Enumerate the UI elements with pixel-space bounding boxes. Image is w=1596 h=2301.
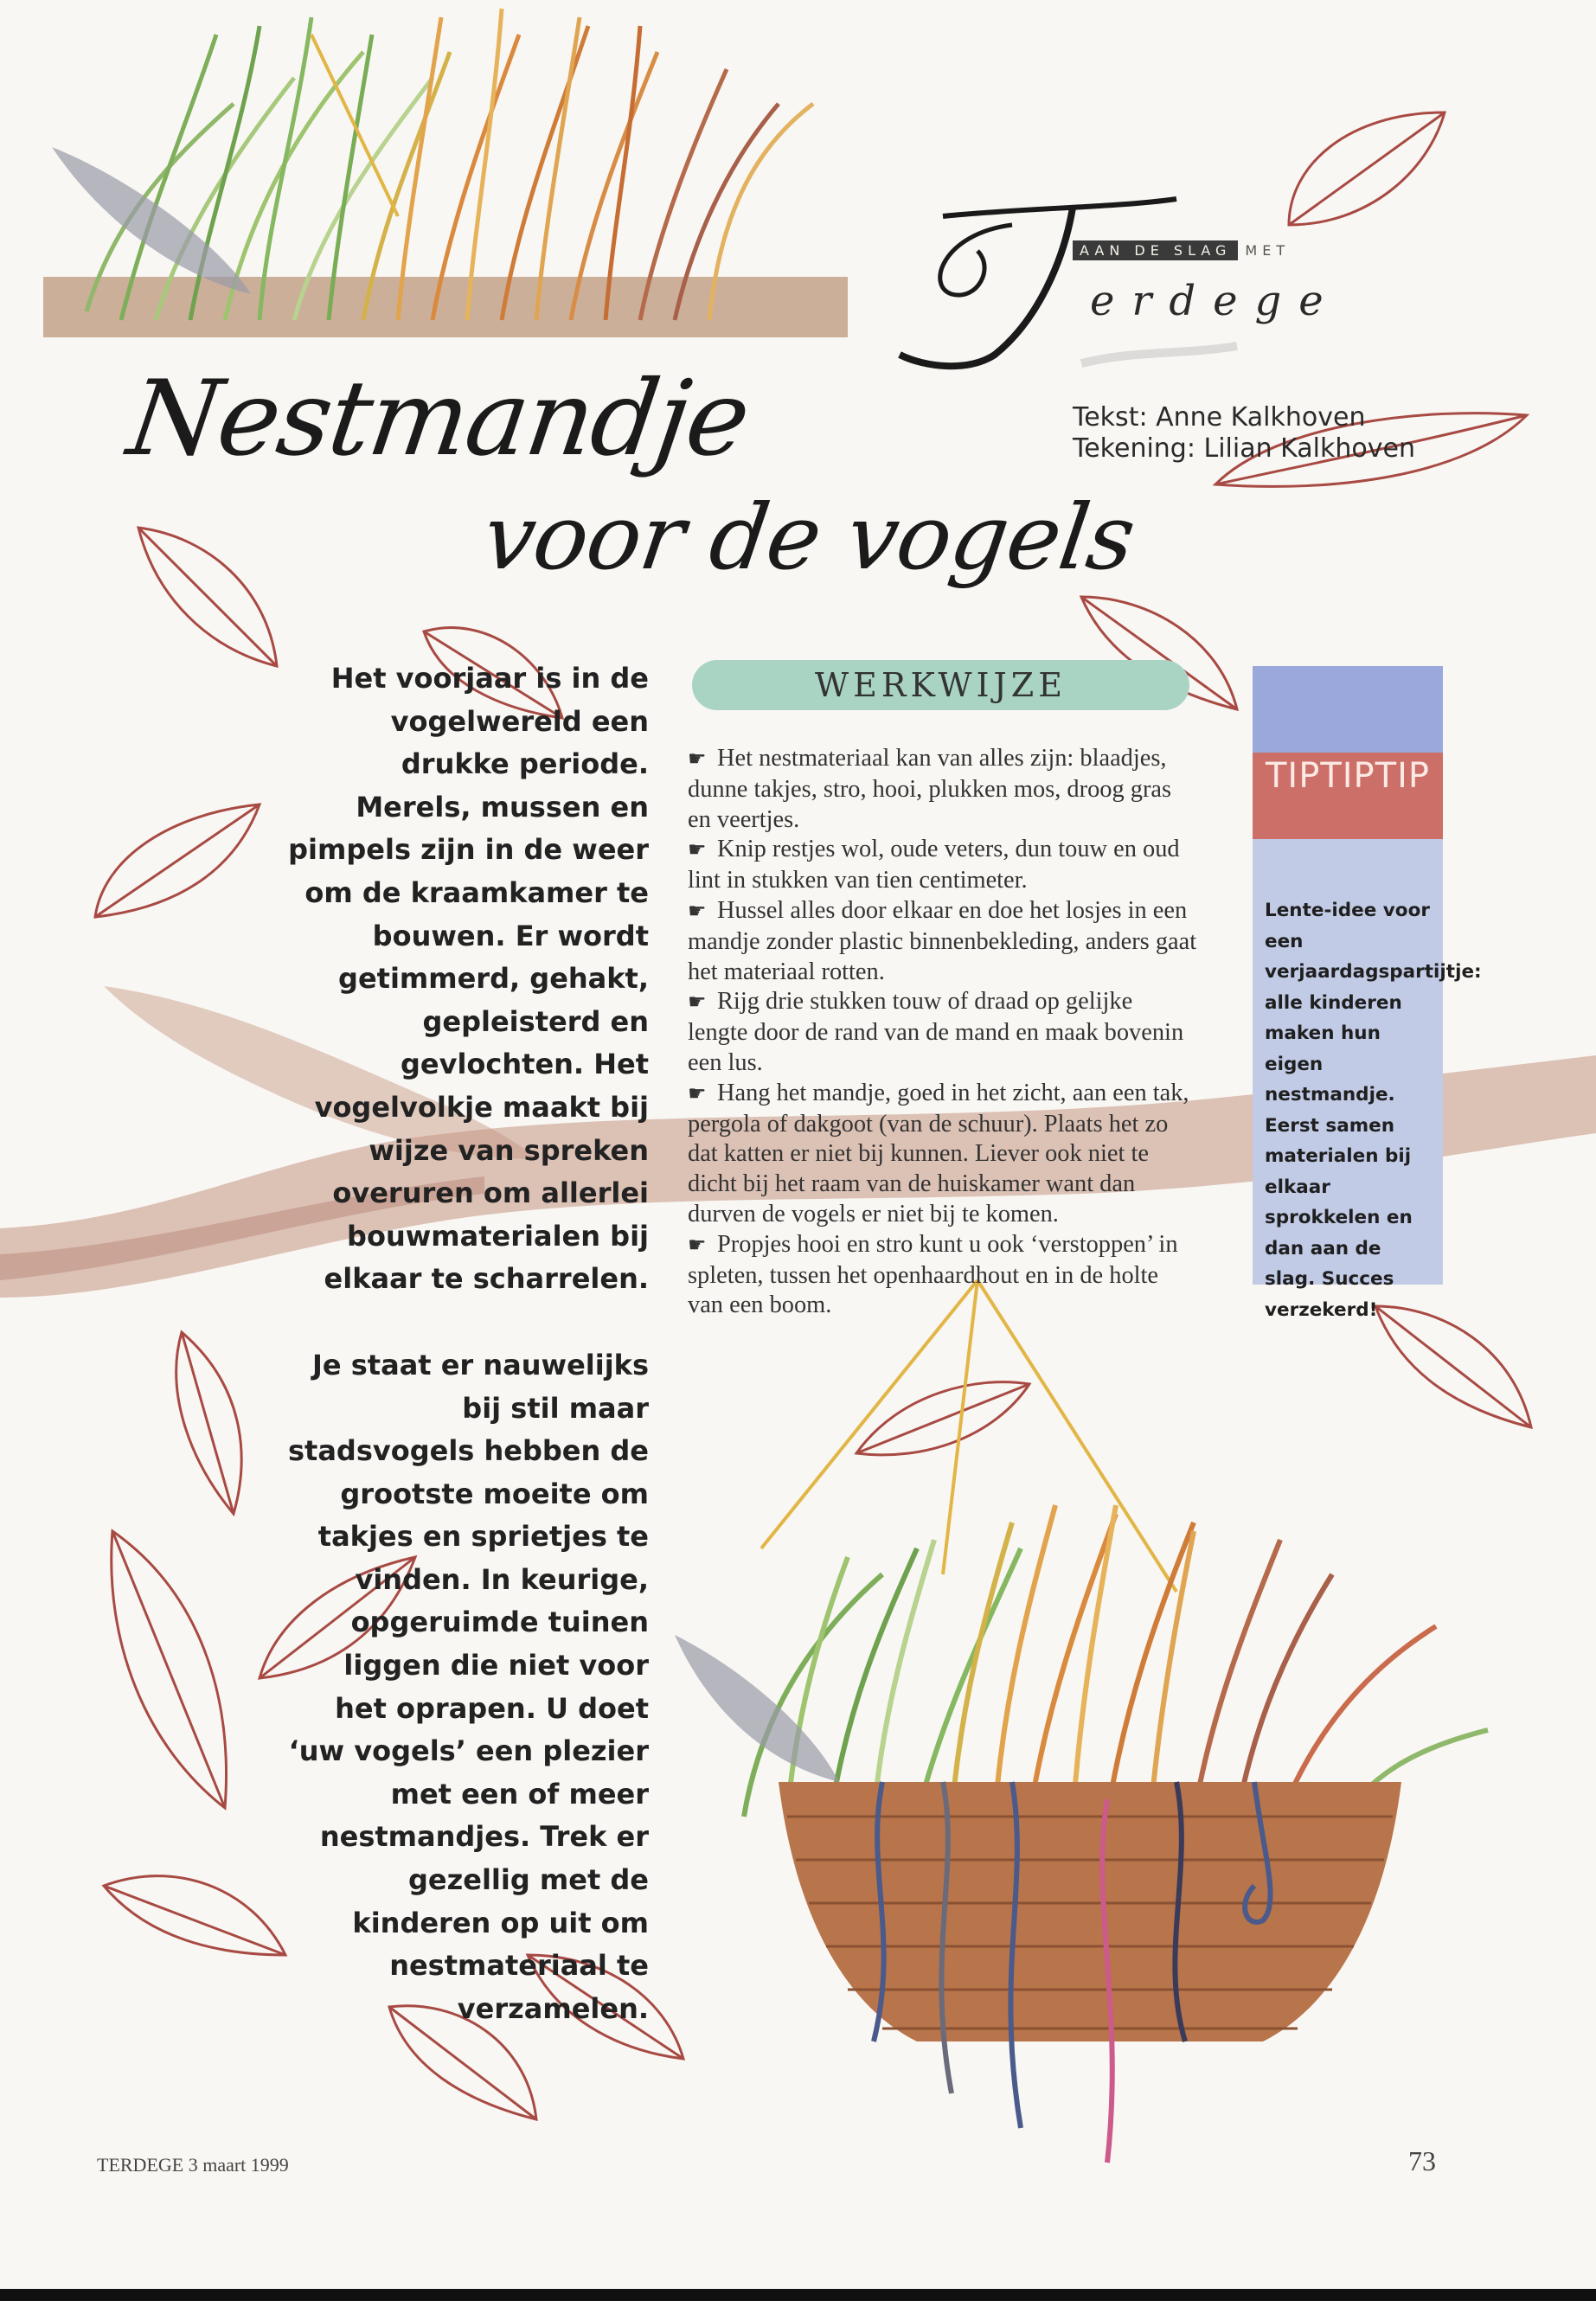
step-item (688, 835, 1198, 896)
tip-label: TIPTIPTIP (1265, 756, 1431, 796)
pointing-hand-icon: ☛ (688, 1082, 707, 1106)
tip-box-top (1253, 666, 1443, 753)
pointing-hand-icon: ☛ (688, 839, 707, 862)
leaf-icon (164, 1324, 260, 1522)
pointing-hand-icon: ☛ (688, 1234, 707, 1257)
tip-text: Lente-idee voor een verjaardagspartijtje: alle kinderen maken hun eigen nestmandje. Eerst samen materialen bij elkaar sprokkelen en dan aan de slag. Succes verzekerd! (1265, 900, 1482, 1321)
logo-met: MET (1245, 242, 1291, 259)
logo-word-text: erdege (1090, 277, 1341, 325)
step-item (688, 1230, 1198, 1321)
step-item (688, 1079, 1198, 1230)
leaf-icon (130, 519, 285, 675)
werkwijze-steps (688, 744, 1198, 1321)
leaf-icon (95, 1522, 242, 1817)
step-item (688, 987, 1198, 1078)
grass-illustration (35, 0, 856, 337)
logo-kicker-box: AAN DE SLAG (1073, 240, 1238, 260)
step-text: Rijg drie stukken touw of draad op gelijke lengte door de rand van de mand en maak bovenin een lus. (688, 988, 1184, 1076)
step-text: Knip restjes wol, oude veters, dun touw en oud lint in stukken van tien centimeter. (688, 836, 1180, 894)
step-text: Hussel alles door elkaar en doe het losjes in een mandje zonder plastic binnenbekleding, anders gaat het materiaal rotten. (688, 896, 1197, 985)
werkwijze-heading: WERKWIJZE (692, 660, 1189, 710)
step-text: Het nestmateriaal kan van alles zijn: blaadjes, dunne takjes, stro, hooi, plukken mos, droog gras en veertjes. (688, 745, 1172, 833)
credits (1073, 402, 1415, 465)
step-text: Propjes hooi en stro kunt u ook ‘verstoppen’ in spleten, tussen het openhaardhout en in de holte van een boom. (688, 1230, 1178, 1319)
credits-drawing: Tekening: Lilian Kalkhoven (1073, 433, 1415, 464)
step-text: Hang het mandje, goed in het zicht, aan een tak, pergola of dakgoot (van de schuur). Plaats het zo dat katten er niet bij kunnen. Liever ook niet te dicht bij het raam van de huiskamer want dan durven de vogels er niet bij te komen. (688, 1079, 1189, 1227)
leaf-icon (87, 796, 268, 926)
page-title: Nestmandje (121, 359, 756, 479)
leaf-icon (95, 1860, 294, 1964)
page-subtitle: voor de vogels (477, 484, 1141, 590)
credits-text: Tekst: Anne Kalkhoven (1073, 402, 1366, 433)
intro-paragraph-1: Het voorjaar is in de vogelwereld een drukke periode. Merels, mussen en pimpels zijn in de weer om de kraamkamer te bouwen. Er wordt getimmerd, gehakt, gepleisterd en gevlochten. Het vogelvolkje maakt bij wijze van spreken overuren om allerlei bouwmaterialen bij elkaar te scharrelen. (288, 662, 649, 1296)
logo-word (1073, 277, 1341, 325)
intro-text (285, 657, 649, 2073)
page-number: 73 (1408, 2145, 1436, 2176)
pointing-hand-icon: ☛ (688, 900, 707, 923)
logo-kicker (1073, 242, 1290, 259)
pointing-hand-icon: ☛ (688, 748, 707, 771)
leaf-icon (1272, 95, 1453, 242)
pointing-hand-icon: ☛ (688, 991, 707, 1015)
footer-issue: TERDEGE 3 maart 1999 (97, 2154, 289, 2176)
basket-illustration (657, 1263, 1522, 2180)
step-item (688, 896, 1198, 987)
intro-paragraph-2: Je staat er nauwelijks bij stil maar stadsvogels hebben de grootste moeite om takjes en sprietjes te vinden. In keurige, opgeruimde tuinen liggen die niet voor het oprapen. U doet ‘uw vogels’ een plezier met een of meer nestmandjes. Trek er gezellig met de kinderen op uit om nestmateriaal te verzamelen. (287, 1348, 649, 2025)
step-item (688, 744, 1198, 835)
